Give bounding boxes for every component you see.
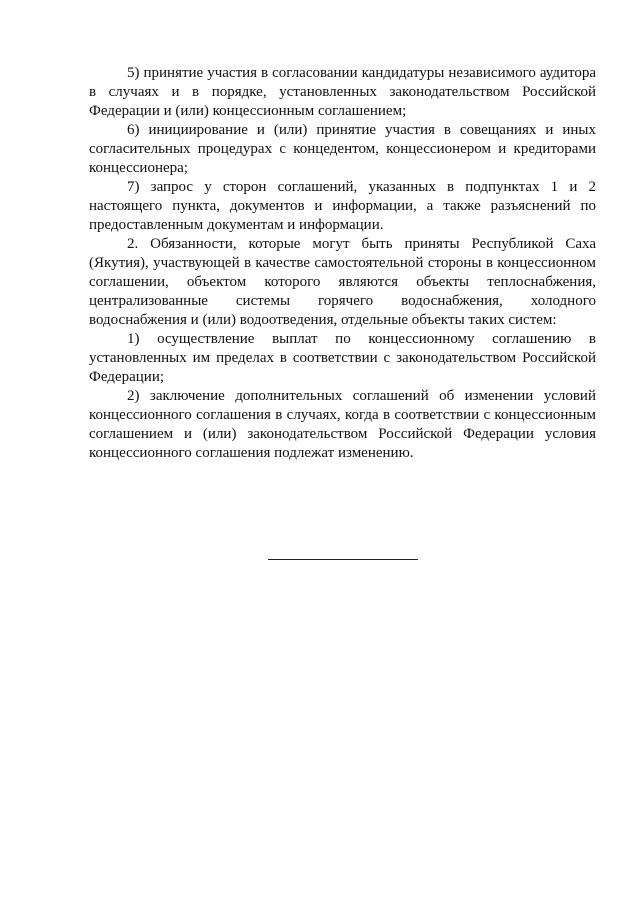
paragraph-item-7: 7) запрос у сторон соглашений, указанных в подпунктах 1 и 2 настоящего пункта, документов и информации, а также разъяснений по предоставленным документам и информации. [89, 179, 596, 233]
paragraph-item-5: 5) принятие участия в согласовании кандидатуры независимого аудитора в случаях и в порядке, установленных законодательством Российской Федерации и (или) концессионным соглашением; [89, 65, 596, 119]
paragraph-item-6: 6) инициирование и (или) принятие участия в совещаниях и иных согласительных процедурах с концедентом, концессионером и кредиторами концессионера; [89, 122, 596, 176]
end-separator-line [268, 559, 418, 560]
paragraph-section-2: 2. Обязанности, которые могут быть приняты Республикой Саха (Якутия), участвующей в качестве самостоятельной стороны в концессионном соглашении, объектом которого являются объекты теплоснабжения, централизованные системы горячего водоснабжения, холодного водоснабжения и (или) водоотведения, отдельные объекты таких систем: [89, 236, 596, 328]
paragraph-subitem-1: 1) осуществление выплат по концессионному соглашению в установленных им пределах в соответствии с законодательством Российской Федерации; [89, 331, 596, 385]
document-body [89, 64, 596, 463]
paragraph-subitem-2: 2) заключение дополнительных соглашений об изменении условий концессионного соглашения в случаях, когда в соответствии с концессионным соглашением и (или) законодательством Российской Федерации условия концессионного соглашения подлежат изменению. [89, 388, 596, 461]
